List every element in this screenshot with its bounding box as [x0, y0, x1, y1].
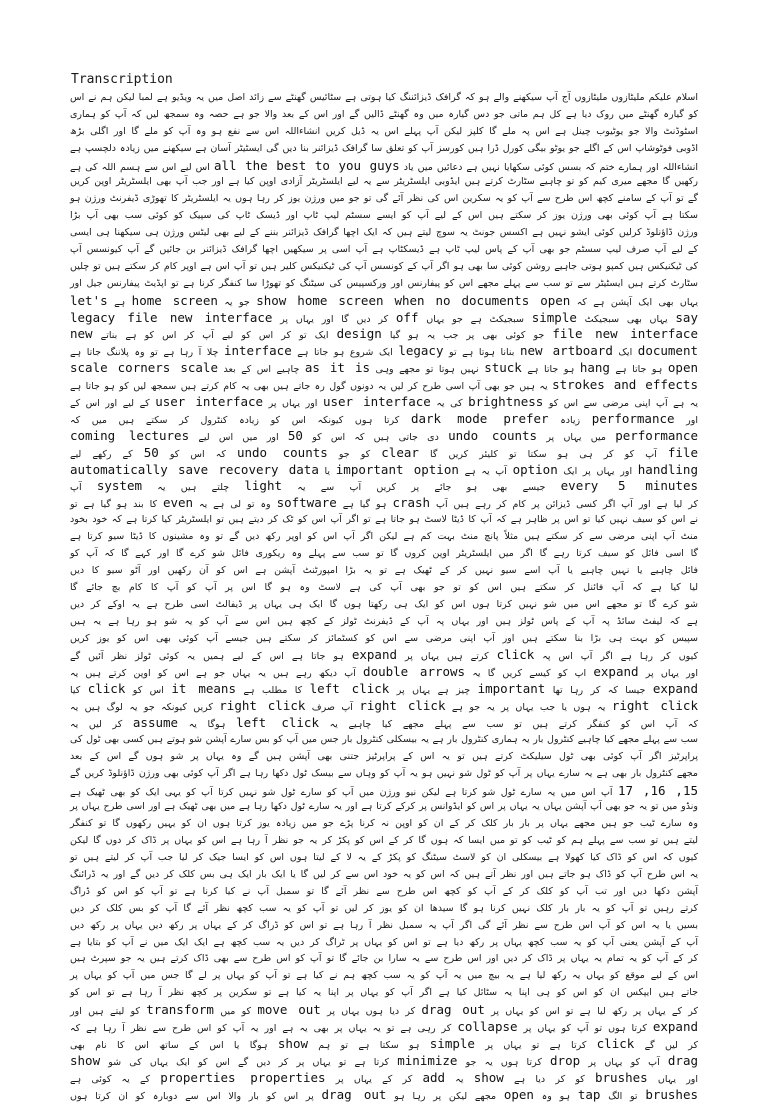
transcription-line: آپشن دکھا دیں اور تب آپ کو کلک کر کے آپ کو کچھ اس طرح سے نظر آئے گا تو سمبل آپ نے کیا کرنا ہے تو آپ کو اس کو ڈراگ: [70, 885, 698, 897]
transcription-line: ہے کہ لیفٹ سائڈ پہ آپ کے پاس ٹولز ہیں اور یہاں پہ آپ کے ڈیفرنٹ ٹولز کے کچھ ہیں اس سے آپ کو یہ شو ہو رہا ہے یہ ہیں: [70, 615, 698, 627]
transcription-line: performance میں یہاں پر undo counts دی جاتی ہیں کہ اس کو 50 اور میں اس لیے coming lectures: [70, 427, 698, 443]
transcription-line: لیتے ہیں تو سب سے پہلے ہم کو ٹیب کو تو میں ایسا کہ ہوں گا کر کے اس کو پکڑ کر یہ جو نظر آ رہا ہے اس کو یہاں پر ڈاک کر دوں گا لیکن: [70, 835, 698, 847]
transcription-line: open ہو جاتا ہے hang ہو جاتا ہے stuck نہیں ہوتا تو مجھے وہی as it is چاہیے اس کے بعد scale corners scale: [70, 360, 698, 376]
transcription-line: رکھیں گا مجھے میری کیم کو تو چاہیے سٹارٹ کرتے ہیں ایڈوبی ایلسٹریٹر سے یہ لیے ایلسٹریٹر آزادی اوپن کیا ہے اور جب آپ بھی ایلسٹریٹر اوپن کریں: [70, 176, 698, 188]
transcription-line: یہ ہے آپ اپنی مرضی سے اس کو brightness کی یہ user interface اور یہاں پر user interface کے لیے اور اس کے: [70, 394, 699, 410]
transcription-line: یہ اس طرح آپ کو ڈاک ہو جاتے ہیں اور نظر آتے ہیں کہ اس کو یہ خود اس سے کر لیں گا یا ایک بار ایک ہی بس کلک کر دیں گے اور یہ ڈرائنگ: [70, 868, 698, 880]
transcription-line: expand جیسا کہ کر رہا تھا important چیز ہے یہاں پر left click کا مطلب ہے it means اس کو click کیا: [70, 681, 699, 697]
transcription-line: اڈوبی فوٹوشاپ اس کے اگلے جو یوٹو بیگی کورل ڈرا ہیں کورسز آپ کو تعلق سا گرافک ڈیزائنر بنا دیں گی ایسٹیٹر آسان ہے سیکھنے میں زیادہ دلچسپ ہے: [70, 142, 698, 154]
transcription-line: آپ کے آپشن یعنی آپ کو یہ سب کچھ یہاں پر رکھ دیا ہے تو اس کو یہاں پر ٹراگ کر دیں یہ سب کچھ ہے ایک ایک میں نے آپ کو بتایا ہے: [70, 936, 698, 948]
transcription-line: فائل چاہیے یا نہیں چاہیے یا آپ اسے سیو نہیں کر کے ٹھیک ہے تو یہ بڑا امپورٹنٹ آپشن ہے اس کو آن رکھیں اور آٹو سیو کا دیں: [70, 564, 698, 576]
transcription-line: کر لیا ہے اور آپ اگر کسی ڈیزائن پر کام کر رہے ہیں آپ crash ہو گیا ہے software وہ تو لی ہے یہ even کا بند ہو گیا ہے تو: [70, 495, 698, 511]
transcription-line: کیوں کر رہا ہے اگر آپ اس پہ click کرتے ہیں یہاں پر expand ہو جاتا ہے اس کے لیے ہمیں یہ کوئی ٹولز نظر آئیں گے: [70, 647, 698, 663]
transcription-line: کی ٹیکنیکس ہیں کمپو ہوتی جاہیے روشن کوئی سا بھی ہو اگر آپ کے کونسس آپ کی ٹیکنیکس کلیر ہیں تو آپ اس ہے اوپر کام کر سکتے ہیں تو چلیں: [70, 260, 698, 272]
transcription-line: گا اسی فائل کو سیف کرتا رہے گا اگر میں ایلسٹریٹر اوپن کروں گا تو سب سے پہلے وہ ریکوری فائل شو کرے گا اور کہے گا کہ آپ کو: [70, 548, 698, 560]
transcription-line: کہ آپ اس کو کنفگر کرتے ہیں تو سب سے پہلے مجھے کیا چاہیے یہ left click ہوگا یہ assume کر لیں یہ: [70, 714, 698, 730]
transcription-line: اس کے لیے موقع کو یہاں یہ رکھ لیا ہے یہ بیچ میں یہ آپ کو یہ سب کچھ ہم نے کیا ہے تو آپ کو یہاں پر لے گا جس میں آپ کو یہاں پر: [70, 970, 698, 982]
transcription-line: strokes and effects یہ ہیں جو بھی آپ اسی طرح کر لیں یہ دونوں گول رہ جاتے ہیں بھی یہ کام کرتے ہیں سمجھ لیں کو ہو جاتا ہے: [70, 377, 698, 393]
transcription-line: یہاں بھی ایک آپشن ہے کہ show home screen when no documents open جو یہ home screen ہے let's: [70, 292, 698, 308]
transcription-line: file new interface جو کوئی بھی پر جب یہ ہو گیا design ایک تو کر اس کو لیے آپ کر اس کو ہے بناتے new: [70, 326, 698, 342]
transcription-line: ورژن ڈاؤنلوڈ کرلیں کوئی ایشو نہیں ہے اکسس جونٹ یہ سوچ لیتے ہیں کہ ایک اچھا گرافک ڈیزائنر بننے کے لیے بھی لیٹس ورژن ہی سیکھنا ہی ایسی: [70, 227, 698, 239]
transcription-line: وہ سارے ٹیب جو ہیں مجھے یہاں پر بار بار کلک کر کے ان کو اوپن نہ کرنا پڑے جو میں زیادہ یوز کرتا ہوں ان کو یہیں رکھوں گا تو کنفگر: [70, 818, 698, 830]
transcription-line: سپیس کو بہت ہی بڑا بنا سکتے ہیں اور آپ اپنی مرضی سے اس کو کسٹمائز کر سکتے ہیں جیسے آپ کوئی بھی اس کو یوز کریں: [70, 632, 698, 644]
transcription-line: say یہاں بھی سبجیکٹ simple سبجیکٹ ہے جو یہاں off کر دیں گا اور یہاں پر legacy file new interface: [70, 309, 698, 325]
transcription-line: سٹارٹ کرتے ہیں ایسٹیٹر سے تو سب سے پہلے مجھے اس کو پیفارنس اور ورکسپیس کی سیٹنگ کو تھوڑا سا کنفگر کرنا ہے تو اپڈیٹ پیفارنس جیل اور: [70, 277, 698, 289]
transcription-line: handling اور یہاں پر ایک option آپ یہ ہے important option یا automatically save recovery data: [70, 461, 698, 477]
transcription-line: انشاءاللہ اور ہمارے ختم کہ بسس کوئی سکھایا نہیں ہے دعائیں میں یاد all the best to you guys اس لیے اس سے ہسم اللہ کی ہے: [70, 157, 699, 173]
transcription-body: [70, 90, 699, 1102]
transcription-line: اور یہاں پر expand اپ کو کیسے کریں گا یہ double arrows آپ دیکھ رہے ہیں یہ یہاں جو ہے اس کو اوپن کرتے ہیں یہ: [70, 664, 698, 680]
transcription-line: کر لیں گے click کرتا ہے تو یہاں پر simple ہو سکتا ہے تو ہم show ہوگا یا اس کے ساتھ اس کا نام بھی: [70, 1035, 699, 1051]
transcription-line: 17 ,16 ,15 آپ اس میں یہ سارے ٹول شو کرتا ہے لیکن نیو ورژن میں آپ کو سارے ٹول شو نہیں کرتا آپ کو یہی ایک کو بھی ٹھیک ہے: [70, 782, 698, 798]
transcription-line: اور performance زیادہ dark mode prefer کرتا ہوں کیونکہ اس کو زیادہ کنٹرول کر سکتے ہیں میں کہ: [70, 410, 698, 426]
transcription-line: brushes تو الگ tap ہو وہ open مجھے لیکن پر رہا ہو drag out پر اس کو بار والا اس سے دوبارہ کو ان کرتا ہوں: [70, 1086, 698, 1102]
transcription-line: کر کے آپ کو یہ تمام یہ یہاں پر ڈاک کر دیں اور اس طرح سے یہ سارا بن جائے گا تو آپ کو اس طرح سے بھی ڈاک کرتے ہیں یہ جو سپرٹ ہیں: [70, 953, 698, 965]
transcription-line: لیا کیا ہے کہ آپ فائنل کر سکتے ہیں اس کو تو جو بھی آپ کی ہے لاسٹ وہ ہو گا اس پر آپ کو آپ کا کام بچ جائے گا: [70, 581, 698, 593]
transcription-line: پراپرٹیز اگر آپ کوئی بھی ٹول سیلیکٹ کرتے ہیں تو یہ اس کے پراپرٹیز جتنی بھی آپشن ہیں گے وہ یہاں پر شو ہوں گے اس کے بعد: [70, 750, 698, 762]
transcription-line: جاتے ہیں ایپکس ان کو اس کو ہی اپنا یہ سٹائل کیا ہے اگر آپ کو یہاں پر اپنا یہ کیا ہے تو سکرین پر کچھ نظر آ رہا ہے تو اس کو: [70, 987, 698, 999]
transcription-line: right click یہ ہوں یا جب یہاں پر یہ جو ہے right click آپ صرف right click کریں کیونکہ جو یہ لوگ ہیں یہ: [70, 698, 698, 714]
transcription-line: اسٹوڈنٹ والا جو یوٹیوب چینل ہے اس پہ ملے گا کلپز لیکن آپ پہلے اس یہ ڈیل کریں انشاءاللہ اس سے نفع ہو وہ آپ کو ملے گا اور اگلی بڑھ: [70, 125, 698, 137]
transcription-line: شو کرے گا تو مجھے اس میں شو نہیں کرتا ہوں اس کو ایک ہی رکھتا ہوں گا ایک ہی یہاں پر ڈیفالٹ اسی طرح ہے یہ اوکے کر دیں: [70, 598, 698, 610]
transcription-line: document ایک new artboard بنانا ہوتا ہے تو legacy ایک شروع ہو جاتا ہے interface چلا آ رہا ہے تو وہ پلاننگ جاتا ہے: [70, 343, 699, 359]
transcription-line: اسلام علیکم ملیٹازوں ملیٹازوں آج آپ سیکھنے والے ہو کہ گرافک ڈیزائننگ کیا ہوتی ہے سٹائیس گھنٹے سے زائد اصل میں یہ ویڈیو ہے لمبا لیکن ہم نے اس: [70, 92, 698, 103]
transcription-line: سب سے پہلے مجھے کیا چاہیے کنٹرول بار یہ ہماری کنٹرول بار ہے یہ بیسکلی کنٹرول بار جس میں آپ کو بس سارے آپشن شو ہوتے ہیں کسی بھی ٹول کی: [70, 733, 698, 745]
transcription-line: گے تو آپ کے سامنے کچھ اس طرح سے آپ کو یہ سکرین اس کی نظر آئے گی تو جو میں ورژن یوز کر رہا ہوں یہ ایلسٹریٹر کا تھوڑی ڈیفرنٹ ورژن ہو: [70, 193, 698, 205]
transcription-line: every 5 minutes جیسے بھی ہو جائے پر کریں آپ سے یہ light چلتے ہیں یہ system آپ: [70, 478, 699, 494]
transcription-line: نے اس کو سیف نہیں کیا تو اس پر ظاہر ہے کہ آپ کا ڈیٹا لاسٹ ہو جاتا ہے تو اگر آپ اس کو ٹک کر دیتے ہیں تو ایلسٹریٹر کیا کرتا ہے کہ خود بخود: [70, 514, 698, 526]
transcription-line: کے لیے آپ صرف لیپ سسٹم جو بھی آپ کے پاس لیپ ٹاپ ہے ڈیسکٹاپ ہے آپ اسی پر سیکھیں اچھا گرافک ڈیزائنر بن جائیں گے آپ کیونسس آپ: [70, 244, 698, 256]
transcription-line: منٹ آپ اپنی مرضی سے کر سکتے ہیں مثلاً پانچ منٹ بہت کم ہے لیکن اگر آپ اس کو اوپر رکھ دیں گے تو وہ مشینوں کا ڈیٹا سیو کرتا ہے: [70, 531, 698, 543]
document-title: Transcription: [71, 72, 173, 87]
transcription-line: expand کرتا ہوں تو آپ کو یہاں پر collapse کر رہی ہے تو یہ یہاں پر بھی یہ ہے اور یہ آپ کو اس طرح سے نظر آ رہا ہے کہ: [70, 1018, 698, 1034]
transcription-line: کو گیارہ گھنٹے میں روک دیا ہے کل ہم ماتی جو دس گیارہ میں وہ گھنٹے ڈالیں گے اور اس کے بعد والا جو ہے حصہ وہ سمجھ لیں کہ آپ کو ہماری: [70, 108, 698, 120]
transcription-line: drag آپ کو یہاں پر drop کرتا ہوں یہ جو minimize کرتا ہے تو یہاں پر کر دیں گے اس کو ایک یہاں کی شو show: [70, 1052, 699, 1068]
transcription-line: سکتا ہے آپ کوئی بھی ورژن یوز کر سکتے ہیں اس کے لیے آپ کو ایسے سسٹم لیپ ٹاپ اور ڈیسک ٹاپ کی سپیک کو کوئی سب بھی آپ بڑا: [70, 210, 698, 222]
transcription-line: کرتے رہیں تو آپ کو یہ بار بار کلک نہیں کرنا ہو گا سیدھا ان کو یوز کر لیں تو آپ کو یہ سب کچھ نظر آئے گا آپ کو بس کلک کر دیں: [70, 902, 698, 914]
transcription-line: کیوں کہ اس کو ڈاک کیا کھولا ہے بیسکلی ان کو لاسٹ سیٹنگ کو پکڑ کے یہ لا کے لیتا ہوں اس کو ایسا جیک کر لیا جب آپ کر لیتے ہیں تو: [70, 852, 698, 864]
transcription-line: ونڈو میں تو یہ جو بھی آپ آپشن یہاں یہ یہاں پر اس کو ایڈوانس پر کرکے کرتا ہے اور یہ سارے ٹول دکھا رہا ہے میں بھی ٹھیک ہے اور اسی طرح یہاں پر: [70, 801, 698, 813]
transcription-line: مجھے کنٹرول بار بھی ہے یہ سارے یہاں پر آپ کو ٹول شو نہیں ہو یہ آپ کو وہاں سے بیسک ٹول دکھا رہا ہے اگر آپ کوئی بھی ورژن ڈاؤنلوڈ کریں گے: [70, 767, 698, 779]
transcription-line: کر کے یہاں پر رکھ لیا ہے تو اس کو یہاں پر drag out کر دیا ہوں یہاں پر move out کو میں transform کو لیتے ہیں اور: [70, 1002, 699, 1018]
transcription-line: بسیں یا یہ اس کو آپ اس طرح سے نظر آئے گی اگر آپ یہ سمبل نظر آ رہا ہے تو اس کو ڈراگ کر کے یہاں پر رکھ دیں یہاں پر رکھ دیں: [70, 919, 698, 931]
transcription-line: اور یہاں brushes کو کر دیا ہے show یہ add کر کے یہاں پر properties properties کے یہ کوئی ہے: [70, 1069, 699, 1085]
transcription-line: file آپ کو کر ہی ہو سکتا تو کلیئر کریں گا clear کو جو undo counts کہ اس کو 50 کے رکھے لیے: [70, 444, 698, 460]
